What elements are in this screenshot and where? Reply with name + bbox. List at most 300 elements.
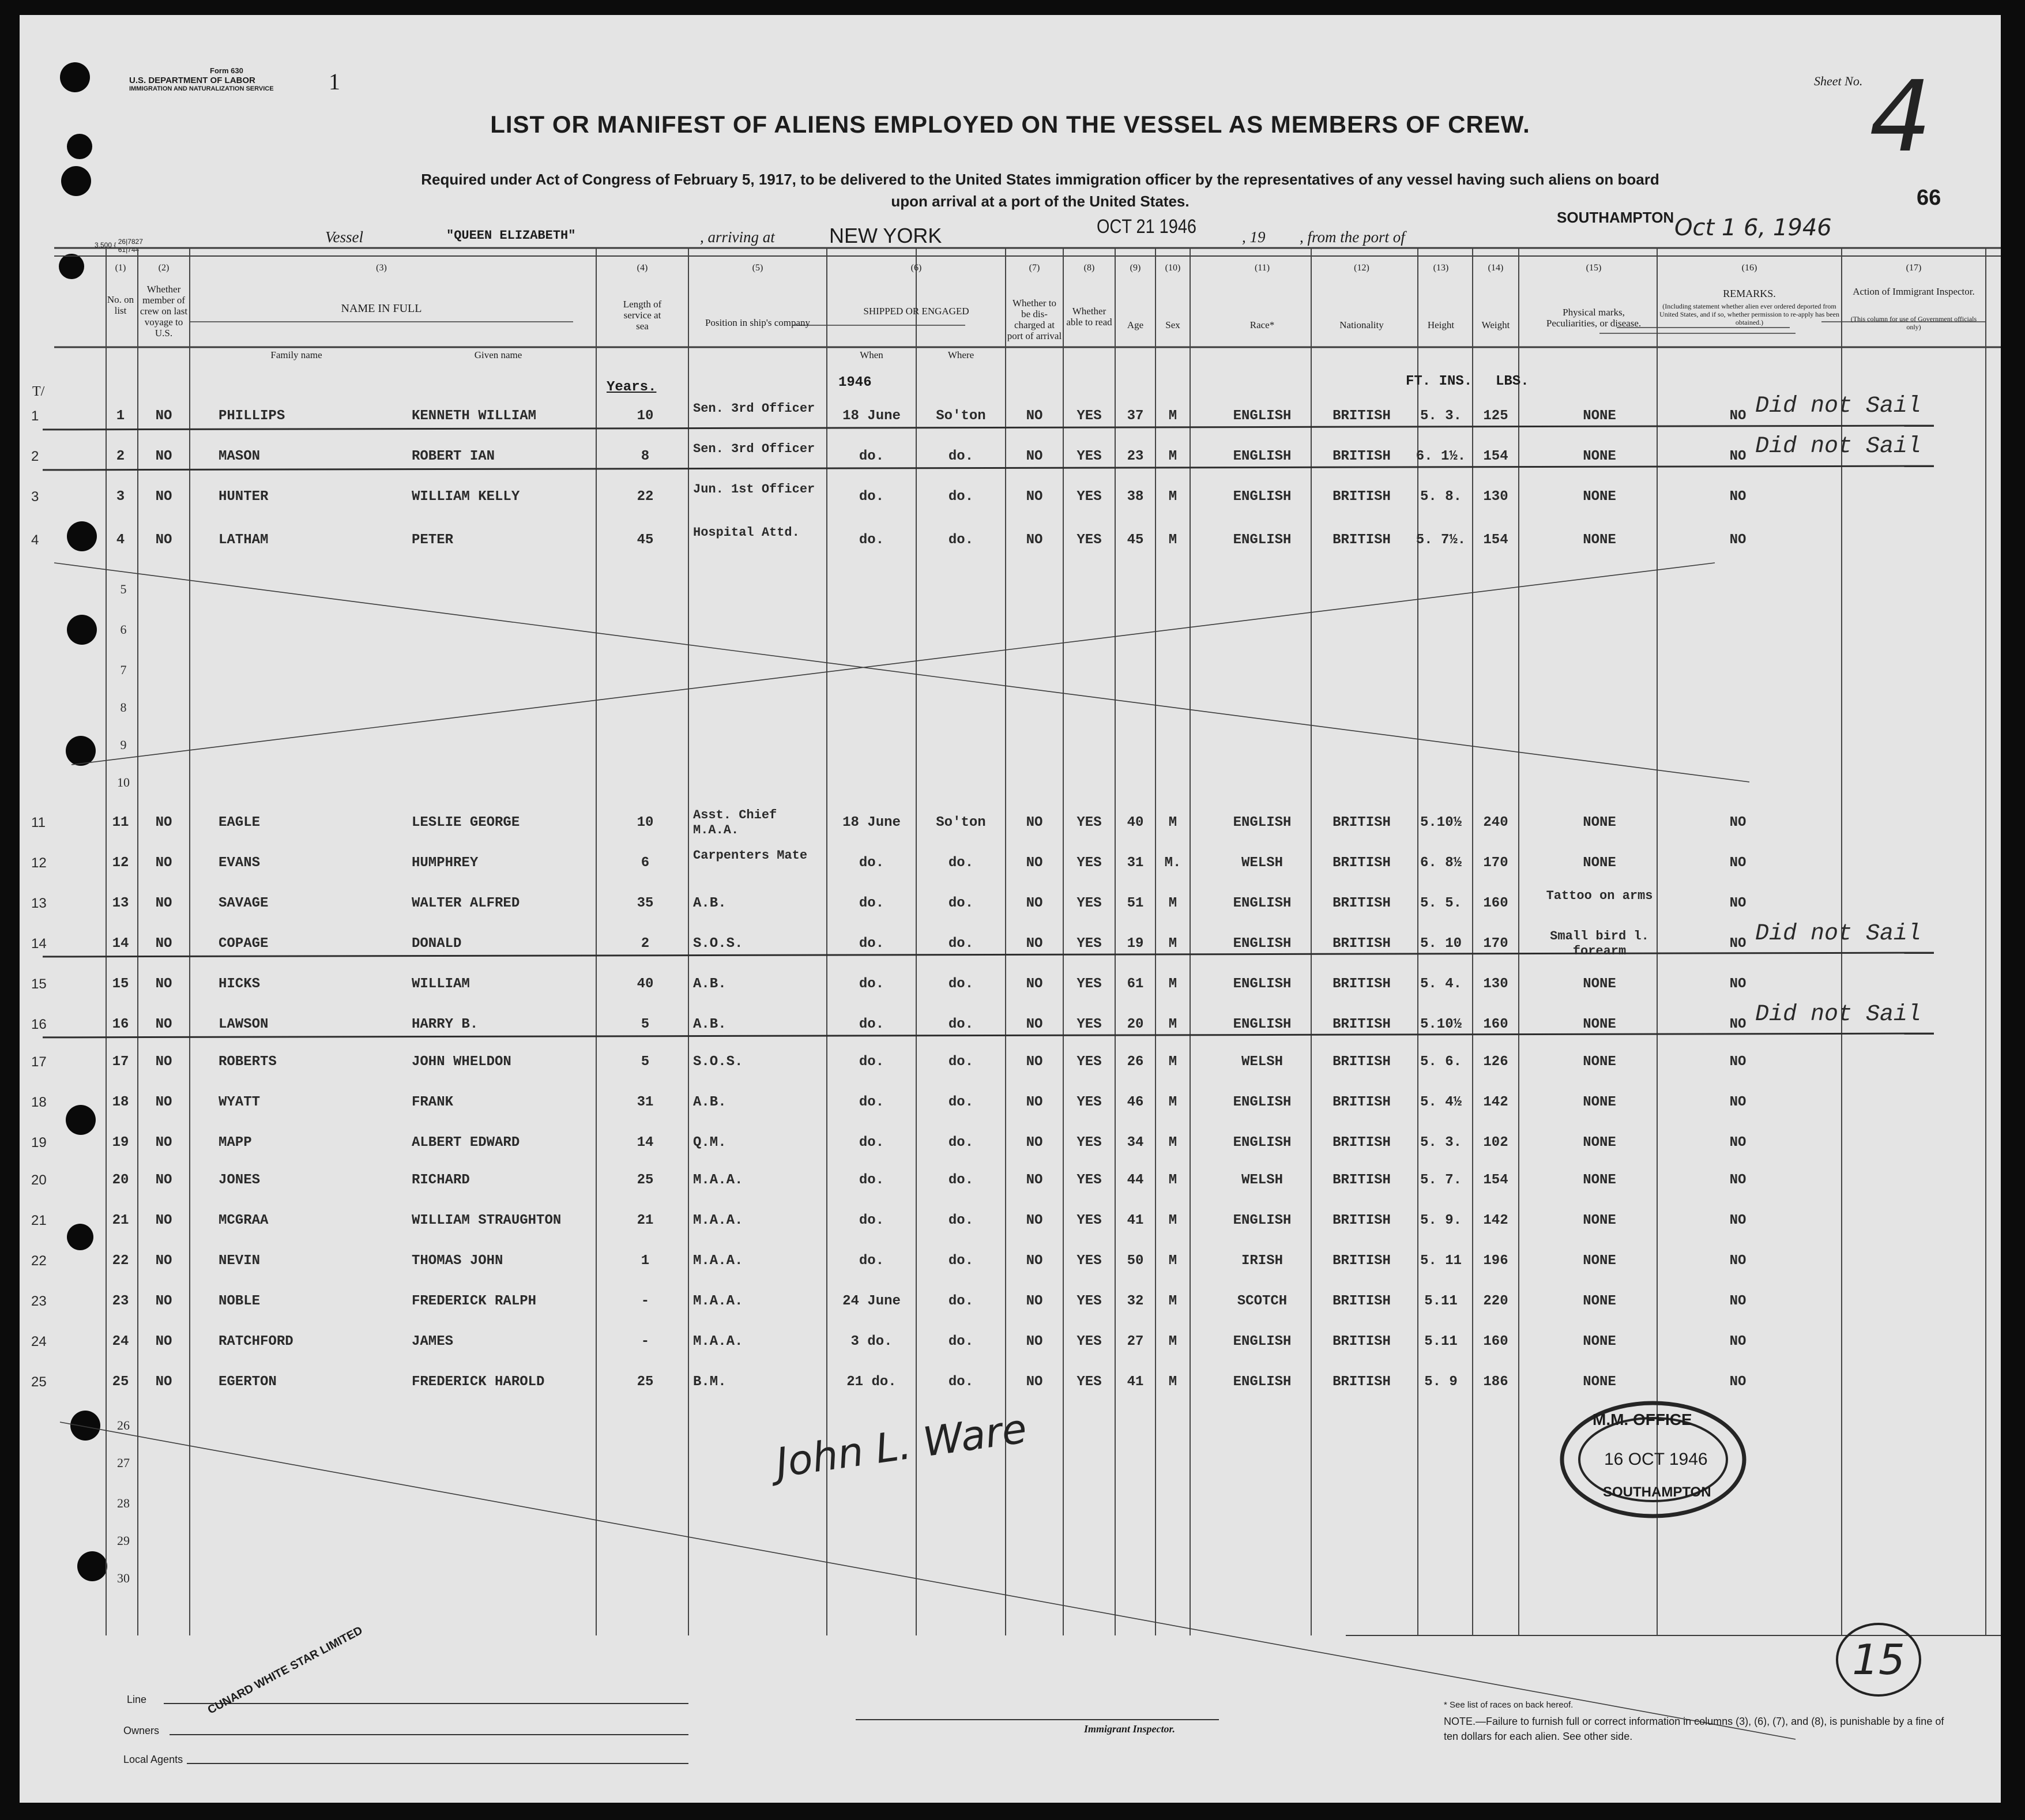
- cell-action: Did not Sail: [1755, 921, 1922, 947]
- cell-marks: NONE: [1583, 1172, 1616, 1188]
- col-number-17: (17): [1906, 263, 1922, 273]
- cell-height: 5.11: [1424, 1334, 1458, 1349]
- cell-discharged: NO: [1026, 449, 1043, 464]
- strike-line: [43, 425, 1934, 431]
- inspector-label: Immigrant Inspector.: [1084, 1723, 1176, 1735]
- cell-age: 40: [1127, 815, 1144, 830]
- cell-height: 5. 6.: [1420, 1054, 1462, 1070]
- print-code: 3,500 { 26|7827 61|744: [95, 238, 143, 254]
- cell-when: do.: [859, 1054, 884, 1070]
- cell-weight: 142: [1483, 1095, 1508, 1110]
- cell-given: KENNETH WILLIAM: [412, 408, 537, 424]
- cell-family: NEVIN: [219, 1253, 261, 1269]
- cell-nationality: BRITISH: [1333, 1172, 1391, 1188]
- cell-sex: M: [1168, 1017, 1177, 1032]
- cell-when: 21 do.: [846, 1374, 897, 1390]
- col-header-position: Position in ship's company: [705, 317, 811, 328]
- cell-when: 18 June: [842, 408, 901, 424]
- cell-race: WELSH: [1241, 1054, 1283, 1070]
- cell-remarks: NO: [1729, 1334, 1747, 1349]
- row-number: 8: [120, 700, 127, 715]
- cell-given: HARRY B.: [412, 1017, 479, 1032]
- cell-race: ENGLISH: [1233, 936, 1292, 952]
- punch-hole: [67, 615, 97, 645]
- cell-left: 17: [31, 1054, 47, 1070]
- cell-left: 20: [31, 1172, 47, 1188]
- cell-service: 35: [637, 896, 654, 911]
- cell-height: 5. 10: [1420, 936, 1462, 952]
- cell-sex: M: [1168, 896, 1177, 911]
- cell-age: 27: [1127, 1334, 1144, 1349]
- manifest-sheet: [20, 15, 2001, 1803]
- print-code-job: 26|7827: [118, 238, 143, 246]
- cell-where: do.: [948, 976, 974, 992]
- cell-given: ALBERT EDWARD: [412, 1135, 520, 1150]
- col-number-9: (9): [1130, 263, 1141, 273]
- cell-family: WYATT: [219, 1095, 261, 1110]
- cell-height: 5. 11: [1420, 1253, 1462, 1269]
- col-number-5: (5): [752, 263, 763, 273]
- cell-weight: 240: [1483, 815, 1508, 830]
- cell-no: 13: [112, 896, 129, 911]
- cell-left: 12: [31, 855, 47, 871]
- cell-weight: 102: [1483, 1135, 1508, 1150]
- cell-marks: Small bird l. forearm: [1550, 929, 1649, 958]
- cell-no: 22: [112, 1253, 129, 1269]
- cell-sex: M: [1168, 1172, 1177, 1188]
- cell-remarks: NO: [1729, 1135, 1747, 1150]
- cell-prev: NO: [155, 1213, 172, 1228]
- cell-race: WELSH: [1241, 1172, 1283, 1188]
- cell-sex: M: [1168, 1374, 1177, 1390]
- cell-service: 31: [637, 1095, 654, 1110]
- cell-where: do.: [948, 896, 974, 911]
- punch-hole: [70, 1411, 100, 1441]
- cell-read: YES: [1077, 855, 1102, 871]
- cell-age: 26: [1127, 1054, 1144, 1070]
- cell-nationality: BRITISH: [1333, 449, 1391, 464]
- cell-given: JOHN WHELDON: [412, 1054, 511, 1070]
- cell-family: MASON: [219, 449, 261, 464]
- cell-discharged: NO: [1026, 408, 1043, 424]
- cell-discharged: NO: [1026, 1135, 1043, 1150]
- cell-family: SAVAGE: [219, 896, 269, 911]
- form-number: Form 630: [210, 66, 243, 75]
- punch-hole: [67, 1224, 93, 1250]
- col-number-11: (11): [1254, 263, 1270, 273]
- cell-no: 12: [112, 855, 129, 871]
- cell-remarks: NO: [1729, 1293, 1747, 1309]
- cell-read: YES: [1077, 815, 1102, 830]
- cell-discharged: NO: [1026, 896, 1043, 911]
- page-circle: [1836, 1623, 1921, 1697]
- cell-when: 24 June: [842, 1293, 901, 1309]
- stamp-office: M.M. OFFICE: [1593, 1411, 1692, 1428]
- cell-nationality: BRITISH: [1333, 1253, 1391, 1269]
- cell-marks: NONE: [1583, 1334, 1616, 1349]
- cell-prev: NO: [155, 1374, 172, 1390]
- col-number-3: (3): [376, 263, 387, 273]
- cell-remarks: NO: [1729, 449, 1747, 464]
- cell-no: 15: [112, 976, 129, 992]
- cell-when: do.: [859, 449, 884, 464]
- punch-hole: [66, 1105, 96, 1135]
- cell-no: 20: [112, 1172, 129, 1188]
- unit-height: FT. INS.: [1406, 374, 1473, 389]
- cell-sex: M: [1168, 449, 1177, 464]
- col-number-14: (14): [1488, 263, 1504, 273]
- cell-left: 2: [31, 449, 39, 464]
- cell-read: YES: [1077, 976, 1102, 992]
- cell-position: Sen. 3rd Officer: [693, 401, 815, 416]
- statute-line-2: upon arrival at a port of the United States.: [891, 193, 1190, 210]
- col-header-height: Height: [1427, 319, 1455, 330]
- col-header-name: NAME IN FULL: [341, 302, 422, 315]
- cell-where: do.: [948, 1213, 974, 1228]
- cell-age: 34: [1127, 1135, 1144, 1150]
- cell-service: 21: [637, 1213, 654, 1228]
- cell-prev: NO: [155, 1135, 172, 1150]
- cell-when: do.: [859, 1135, 884, 1150]
- cell-marks: NONE: [1583, 408, 1616, 424]
- cell-no: 17: [112, 1054, 129, 1070]
- col-header-action: Action of Immigrant Inspector.: [1853, 286, 1975, 297]
- cell-service: -: [641, 1293, 650, 1309]
- cell-given: DONALD: [412, 936, 462, 952]
- cell-nationality: BRITISH: [1333, 815, 1391, 830]
- cell-where: do.: [948, 1095, 974, 1110]
- cell-age: 41: [1127, 1213, 1144, 1228]
- cell-age: 51: [1127, 896, 1144, 911]
- departure-port: SOUTHAMPTON: [1557, 209, 1674, 226]
- cell-service: 2: [641, 936, 650, 952]
- cell-when: do.: [859, 1095, 884, 1110]
- cell-weight: 126: [1483, 1054, 1508, 1070]
- cell-service: 8: [641, 449, 650, 464]
- cell-weight: 196: [1483, 1253, 1508, 1269]
- cell-left: 13: [31, 896, 47, 911]
- page-circle-number: 15: [1852, 1635, 1905, 1684]
- cell-discharged: NO: [1026, 1017, 1043, 1032]
- cell-nationality: BRITISH: [1333, 855, 1391, 871]
- cell-race: ENGLISH: [1233, 976, 1292, 992]
- cell-height: 5.10½: [1420, 1017, 1462, 1032]
- cell-sex: M: [1168, 408, 1177, 424]
- cell-given: HUMPHREY: [412, 855, 479, 871]
- cell-where: do.: [948, 449, 974, 464]
- statute-notice: [319, 168, 1761, 212]
- cell-race: ENGLISH: [1233, 532, 1292, 548]
- race-note: * See list of races on back hereof.: [1444, 1700, 1574, 1710]
- cell-family: NOBLE: [219, 1293, 261, 1309]
- cell-read: YES: [1077, 1213, 1102, 1228]
- cell-weight: 154: [1483, 449, 1508, 464]
- cell-height: 5. 9.: [1420, 1213, 1462, 1228]
- cell-nationality: BRITISH: [1333, 489, 1391, 505]
- col-number-16: (16): [1741, 263, 1757, 273]
- cell-race: ENGLISH: [1233, 449, 1292, 464]
- cell-age: 46: [1127, 1095, 1144, 1110]
- cell-sex: M: [1168, 1334, 1177, 1349]
- arrival-date-stamp: OCT 21 1946: [1097, 216, 1196, 238]
- cell-discharged: NO: [1026, 532, 1043, 548]
- cell-weight: 130: [1483, 976, 1508, 992]
- cell-marks: NONE: [1583, 1017, 1616, 1032]
- line-label: Line: [127, 1694, 147, 1705]
- cell-when: do.: [859, 1017, 884, 1032]
- print-code-number: 61|744: [118, 246, 140, 254]
- cell-when: do.: [859, 855, 884, 871]
- cell-discharged: NO: [1026, 1293, 1043, 1309]
- cell-sex: M: [1168, 936, 1177, 952]
- cell-weight: 160: [1483, 1017, 1508, 1032]
- cell-height: 6. 1½.: [1416, 449, 1466, 464]
- cell-read: YES: [1077, 1374, 1102, 1390]
- cell-no: 1: [116, 408, 125, 424]
- cell-marks: NONE: [1583, 1054, 1616, 1070]
- cell-prev: NO: [155, 1017, 172, 1032]
- cell-age: 19: [1127, 936, 1144, 952]
- cell-service: 14: [637, 1135, 654, 1150]
- cell-no: 21: [112, 1213, 129, 1228]
- cell-service: 5: [641, 1017, 650, 1032]
- cell-weight: 154: [1483, 532, 1508, 548]
- print-code-quantity: 3,500: [95, 241, 112, 250]
- form-identifier: [106, 67, 325, 93]
- cell-marks: NONE: [1583, 489, 1616, 505]
- cell-left: 18: [31, 1095, 47, 1110]
- cell-when: do.: [859, 1253, 884, 1269]
- cell-read: YES: [1077, 1135, 1102, 1150]
- cell-marks: Tattoo on arms: [1546, 889, 1653, 903]
- cell-position: Jun. 1st Officer: [693, 482, 815, 497]
- cell-left: 11: [31, 815, 46, 830]
- row-number: 7: [120, 663, 127, 677]
- cell-remarks: NO: [1729, 936, 1747, 952]
- cell-left: 1: [31, 408, 39, 424]
- cell-left: 19: [31, 1135, 47, 1150]
- col-header-number: No. on list: [107, 294, 134, 316]
- cell-race: SCOTCH: [1237, 1293, 1288, 1309]
- cell-height: 5. 8.: [1420, 489, 1462, 505]
- cell-discharged: NO: [1026, 1054, 1043, 1070]
- cell-read: YES: [1077, 532, 1102, 548]
- cell-height: 5. 7.: [1420, 1172, 1462, 1188]
- cell-position: A.B.: [693, 896, 727, 911]
- cell-marks: NONE: [1583, 1135, 1616, 1150]
- cell-height: 5.10½: [1420, 815, 1462, 830]
- cell-sex: M: [1168, 1293, 1177, 1309]
- row-number: 29: [117, 1533, 130, 1548]
- cell-family: RATCHFORD: [219, 1334, 293, 1349]
- cell-position: Hospital Attd.: [693, 525, 800, 540]
- cell-remarks: NO: [1729, 1213, 1747, 1228]
- col-header-sex: Sex: [1165, 319, 1180, 330]
- row-number: 26: [117, 1418, 130, 1432]
- cell-sex: M: [1168, 1213, 1177, 1228]
- cell-where: do.: [948, 532, 974, 548]
- cell-height: 6. 8½: [1420, 855, 1462, 871]
- punch-hole: [77, 1551, 107, 1581]
- cell-race: ENGLISH: [1233, 1135, 1292, 1150]
- cell-when: do.: [859, 489, 884, 505]
- cell-remarks: NO: [1729, 855, 1747, 871]
- sheet-label: Sheet No.: [1814, 74, 1863, 88]
- vessel-label: Vessel: [325, 228, 363, 246]
- cell-prev: NO: [155, 1172, 172, 1188]
- cell-left: 4: [31, 532, 39, 548]
- cell-given: LESLIE GEORGE: [412, 815, 520, 830]
- cell-age: 61: [1127, 976, 1144, 992]
- department-name: U.S. DEPARTMENT OF LABOR: [129, 75, 255, 85]
- cell-sex: M: [1168, 976, 1177, 992]
- col-number-15: (15): [1586, 263, 1602, 273]
- year-label: , 19: [1242, 228, 1266, 246]
- cell-family: HICKS: [219, 976, 261, 992]
- cell-discharged: NO: [1026, 1213, 1043, 1228]
- punch-hole: [66, 736, 96, 766]
- cell-age: 23: [1127, 449, 1144, 464]
- col-header-marks: Physical marks, Peculiarities, or disease.: [1546, 307, 1642, 329]
- cell-sex: M: [1168, 489, 1177, 505]
- cell-given: WALTER ALFRED: [412, 896, 520, 911]
- cell-race: ENGLISH: [1233, 1095, 1292, 1110]
- cell-discharged: NO: [1026, 1095, 1043, 1110]
- cell-where: do.: [948, 489, 974, 505]
- cell-left: 14: [31, 936, 47, 952]
- cell-family: EAGLE: [219, 815, 261, 830]
- agents-label: Local Agents: [123, 1754, 183, 1765]
- cell-family: ROBERTS: [219, 1054, 277, 1070]
- page-title: LIST OR MANIFEST OF ALIENS EMPLOYED ON THE VESSEL AS MEMBERS OF CREW.: [490, 111, 1530, 138]
- cell-read: YES: [1077, 1293, 1102, 1309]
- cell-left: 15: [31, 976, 47, 992]
- cell-service: 5: [641, 1054, 650, 1070]
- cell-prev: NO: [155, 1095, 172, 1110]
- cell-position: M.A.A.: [693, 1253, 743, 1269]
- strike-line: [43, 1033, 1934, 1039]
- cell-no: 23: [112, 1293, 129, 1309]
- cell-weight: 142: [1483, 1213, 1508, 1228]
- cell-action: Did not Sail: [1755, 393, 1922, 419]
- col-header-race: Race*: [1249, 319, 1275, 330]
- cell-given: WILLIAM: [412, 976, 470, 992]
- cell-where: do.: [948, 1374, 974, 1390]
- col-number-10: (10): [1165, 263, 1181, 273]
- cell-given: THOMAS JOHN: [412, 1253, 503, 1269]
- row-number: 30: [117, 1571, 130, 1585]
- row-number: 6: [120, 622, 127, 637]
- col-number-12: (12): [1354, 263, 1369, 273]
- cell-weight: 125: [1483, 408, 1508, 424]
- cell-left: 25: [31, 1374, 47, 1390]
- cell-position: A.B.: [693, 1017, 727, 1032]
- cell-when: do.: [859, 532, 884, 548]
- service-name: IMMIGRATION AND NATURALIZATION SERVICE: [129, 85, 274, 93]
- cell-remarks: NO: [1729, 1054, 1747, 1070]
- cell-discharged: NO: [1026, 855, 1043, 871]
- cell-no: 24: [112, 1334, 129, 1349]
- cell-height: 5. 4½: [1420, 1095, 1462, 1110]
- cell-given: FREDERICK HAROLD: [412, 1374, 545, 1390]
- cell-where: do.: [948, 1135, 974, 1150]
- cell-where: So'ton: [936, 408, 986, 424]
- col-header-where: Where: [947, 349, 974, 360]
- cell-where: do.: [948, 1253, 974, 1269]
- cell-read: YES: [1077, 896, 1102, 911]
- cell-sex: M.: [1164, 855, 1181, 871]
- col-header-read: Whether able to read: [1066, 306, 1112, 328]
- cell-service: 25: [637, 1374, 654, 1390]
- cell-where: do.: [948, 1172, 974, 1188]
- cell-prev: NO: [155, 936, 172, 952]
- cell-when: do.: [859, 1213, 884, 1228]
- cell-read: YES: [1077, 489, 1102, 505]
- cell-nationality: BRITISH: [1333, 532, 1391, 548]
- cell-height: 5. 3.: [1420, 408, 1462, 424]
- cell-marks: NONE: [1583, 1374, 1616, 1390]
- row-number: 10: [117, 775, 130, 789]
- col-number-1: (1): [115, 263, 126, 273]
- cell-sex: M: [1168, 532, 1177, 548]
- cell-given: WILLIAM STRAUGHTON: [412, 1213, 562, 1228]
- cell-discharged: NO: [1026, 1334, 1043, 1349]
- handwritten-date: Oct 1 6, 1946: [1674, 215, 1832, 241]
- cell-remarks: NO: [1729, 1253, 1747, 1269]
- col-header-shipped: SHIPPED OR ENGAGED: [863, 306, 969, 317]
- cell-discharged: NO: [1026, 936, 1043, 952]
- cell-where: do.: [948, 936, 974, 952]
- cell-age: 50: [1127, 1253, 1144, 1269]
- cell-where: do.: [948, 1054, 974, 1070]
- col-header-previous-voyage: Whether member of crew on last voyage to U.S.: [140, 284, 188, 339]
- cell-no: 2: [116, 449, 125, 464]
- cell-weight: 154: [1483, 1172, 1508, 1188]
- cell-service: 10: [637, 408, 654, 424]
- col-header-weight: Weight: [1481, 319, 1510, 330]
- col-header-discharged: Whether to be dis-charged at port of arrival: [1007, 298, 1062, 341]
- corner-mark: 1: [329, 69, 340, 95]
- cell-no: 11: [112, 815, 129, 830]
- cell-remarks: NO: [1729, 896, 1747, 911]
- cell-prev: NO: [155, 896, 172, 911]
- cell-height: 5. 7½.: [1416, 532, 1466, 548]
- cell-position: A.B.: [693, 976, 727, 992]
- cell-read: YES: [1077, 1172, 1102, 1188]
- cell-prev: NO: [155, 449, 172, 464]
- cell-where: do.: [948, 1017, 974, 1032]
- cell-race: WELSH: [1241, 855, 1283, 871]
- cell-position: Carpenters Mate: [693, 848, 808, 863]
- cell-when: do.: [859, 1172, 884, 1188]
- col-header-when: When: [860, 349, 883, 360]
- cell-where: do.: [948, 855, 974, 871]
- col-header-age: Age: [1127, 319, 1144, 330]
- cell-family: MAPP: [219, 1135, 252, 1150]
- cell-prev: NO: [155, 1293, 172, 1309]
- cell-age: 20: [1127, 1017, 1144, 1032]
- cell-no: 4: [116, 532, 125, 548]
- col-number-8: (8): [1083, 263, 1095, 273]
- cell-left: 22: [31, 1253, 47, 1269]
- cell-discharged: NO: [1026, 1253, 1043, 1269]
- cell-race: ENGLISH: [1233, 408, 1292, 424]
- cell-remarks: NO: [1729, 815, 1747, 830]
- cell-prev: NO: [155, 1054, 172, 1070]
- cell-remarks: NO: [1729, 532, 1747, 548]
- row-number: 9: [120, 738, 127, 752]
- cell-service: -: [641, 1334, 650, 1349]
